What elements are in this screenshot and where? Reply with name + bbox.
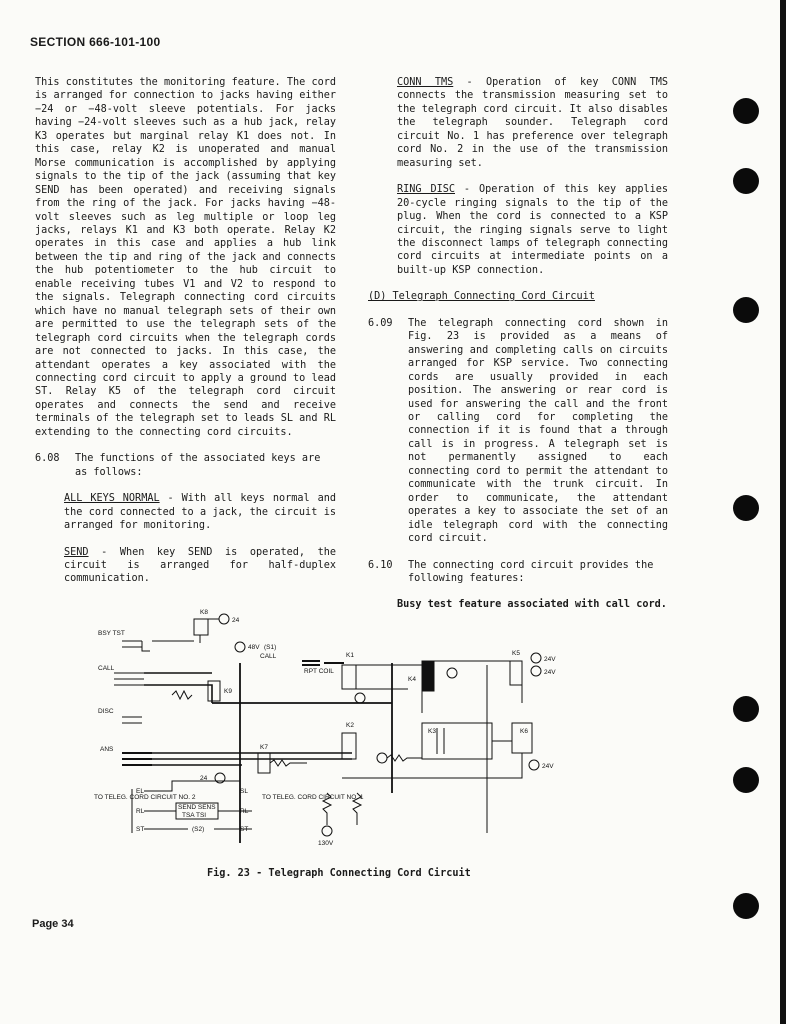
binder-hole <box>733 495 759 521</box>
jack-call <box>98 665 144 685</box>
label-tsa-tsi: TSA TSI <box>182 812 207 819</box>
battery-k5b <box>531 666 541 676</box>
binder-hole <box>733 893 759 919</box>
battery-k2 <box>377 753 387 763</box>
label-ans: ANS <box>100 746 114 753</box>
conn-tms-text: - Operation of key CONN TMS connects the transmission measuring set to the telegraph cord circuit. It also disables the telegraph sounder. Telegraph cord circuit No. 1 has preference over telegraph cord No. 2 in the use of the transmission measuring set. <box>397 77 668 169</box>
relay-k9 <box>208 681 220 701</box>
label-disc: DISC <box>98 708 114 715</box>
label-st-2: ST <box>240 826 249 833</box>
label-24: 24 <box>232 617 240 624</box>
monitoring-paragraph: This constitutes the monitoring feature. The cord is arranged for connection to jacks having either −24 or −48-volt sleeve potentials. For jacks having −24-volt sleeves such as a hub jack, relay K3 operates but marginal relay K1 does not. In this case, relay K2 is unoperated and manual Morse communication is accomplished by applying signals to the tip of the jack (assuming that key SEND has been operated) and receiving signals from the ring of the jack. For jacks having −48-volt sleeves such as leg multiple or loop leg jacks, relays K1 and K3 both operate. Relay K2 operates in this case and applies a hub link between the tip and ring of the jack and connects the hub potentiometer to the hub circuit to enable receiving tubes V1 and V2 to respond to the signals. Telegraph connecting cord circuits which have no manual telegraph sets of their own are permitted to use the telegraph sets of the telegraph cord circuits when the telegraph cords are not connected to jacks. In this case, the attendant operates a key associated with the connecting cord circuit to apply a ground to lead ST. Relay K5 of the telegraph cord circuit operates and connects the send and receive terminals of the telegraph set to leads SL and RL extending to the connecting cord circuits. <box>35 77 336 438</box>
label-k6: K6 <box>520 728 528 735</box>
section-d-heading: (D) Telegraph Connecting Cord Circuit <box>368 291 595 303</box>
battery-130v <box>322 826 332 836</box>
page-right-edge <box>780 0 786 1024</box>
label-to-teleg-1: TO TELEG. CORD CIRCUIT NO. 1 <box>262 794 364 801</box>
label-s1: (S1) <box>264 644 277 651</box>
label-to-teleg-2: TO TELEG. CORD CIRCUIT NO. 2 <box>94 794 196 801</box>
label-call: CALL <box>98 665 115 672</box>
label-sl: SL <box>240 788 248 795</box>
battery-k8 <box>219 614 229 624</box>
send-key: SEND <box>64 546 89 558</box>
figure-caption: Fig. 23 - Telegraph Connecting Cord Circuit <box>207 868 471 879</box>
conn-tms-key: CONN TMS <box>397 77 454 88</box>
page-number: Page 34 <box>32 918 74 930</box>
all-keys-normal-item <box>35 492 336 532</box>
label-k2: K2 <box>346 722 354 729</box>
battery-k4 <box>447 668 457 678</box>
relay-k2 <box>342 733 356 759</box>
label-rl: RL <box>136 808 145 815</box>
battery-k6 <box>529 760 539 770</box>
label-call-lamp: CALL <box>260 653 277 660</box>
jack-disc <box>98 708 142 723</box>
label-k7: K7 <box>260 744 268 751</box>
left-column <box>35 76 336 586</box>
label-bsy-tst: BSY TST <box>98 630 125 637</box>
label-st: ST <box>136 826 145 833</box>
paragraph-text: The functions of the associated keys are as follows: <box>75 453 321 478</box>
label-48v: 48V <box>248 644 260 651</box>
battery-k5a <box>531 653 541 663</box>
paragraph-number: 6.10 <box>368 559 393 571</box>
ring-disc-key: RING DISC <box>397 184 455 196</box>
label-el: EL <box>136 788 144 795</box>
send-item <box>35 546 336 586</box>
label-k8: K8 <box>200 609 208 616</box>
label-s2: (S2) <box>192 826 205 833</box>
label-24v-a: 24V <box>544 656 556 663</box>
right-column <box>368 76 668 612</box>
ring-disc-text: - Operation of this key applies 20-cycle ringing signals to the tip of the plug. When the cord is connected to a KSP circuit, the ringing signals serve to light the disconnect lamps of telegraph connecting cord circuits at intermediate points on a built-up KSP connection. <box>397 184 668 276</box>
relay-k5 <box>510 661 522 685</box>
schematic-figure <box>92 603 592 853</box>
label-k4: K4 <box>408 676 416 683</box>
binder-hole <box>733 168 759 194</box>
relay-k4 <box>422 661 434 691</box>
label-24-k7: 24 <box>200 775 208 782</box>
all-keys-normal-key: ALL KEYS NORMAL <box>64 493 160 505</box>
paragraph-6-08 <box>35 452 336 479</box>
paragraph-text: The telegraph connecting cord shown in Fig. 23 is provided as a means of answering and completing calls on circuits arranged for KSP service. Two connecting cords are usually provided in each position. The answering or rear cord is used for answering the call and the front or calling cord for completing the connection if it is found that a through call is in progress. A telegraph set is not permanently assigned to each connecting cord to permit the attendant to communicate with the trunk circuit. In order to communicate, the attendant operates a key to associate the set of an idle telegraph cord with the connecting cord circuit. <box>408 317 668 545</box>
busy-test-line: Busy test feature associated with call cord. <box>397 599 667 611</box>
label-rl-2: RL <box>240 808 249 815</box>
paragraph-number: 6.08 <box>35 453 60 465</box>
label-rpt-coil: RPT COIL <box>304 668 334 675</box>
paragraph-6-10 <box>368 559 668 586</box>
relay-k8 <box>194 619 208 635</box>
label-24v-c: 24V <box>542 763 554 770</box>
label-k1: K1 <box>346 652 354 659</box>
label-130v: 130V <box>318 840 334 847</box>
send-text: - When key SEND is operated, the circuit is arranged for half-duplex communication. <box>64 546 336 585</box>
paragraph-number: 6.09 <box>368 317 393 329</box>
lamp-call <box>235 642 245 652</box>
conn-tms-item <box>368 76 668 170</box>
battery-k1 <box>355 693 365 703</box>
label-24v-b: 24V <box>544 669 556 676</box>
relay-k7 <box>258 753 270 773</box>
paragraph-6-09 <box>368 317 668 546</box>
section-header: SECTION 666-101-100 <box>30 35 161 49</box>
label-k9: K9 <box>224 688 232 695</box>
label-k5: K5 <box>512 650 520 657</box>
jack-ans <box>100 746 152 765</box>
binder-hole <box>733 767 759 793</box>
ring-disc-item <box>368 183 668 277</box>
label-send-sens: SEND SENS <box>178 804 216 811</box>
binder-hole <box>733 297 759 323</box>
binder-hole <box>733 98 759 124</box>
label-k3: K3 <box>428 728 436 735</box>
jack-bsy-tst <box>98 630 150 651</box>
relay-k1 <box>342 665 356 689</box>
all-keys-normal-text: - With all keys normal and the cord connected to a jack, the circuit is arranged for monitoring. <box>64 493 336 532</box>
binder-hole <box>733 696 759 722</box>
paragraph-text: The connecting cord circuit provides the following features: <box>408 559 654 584</box>
